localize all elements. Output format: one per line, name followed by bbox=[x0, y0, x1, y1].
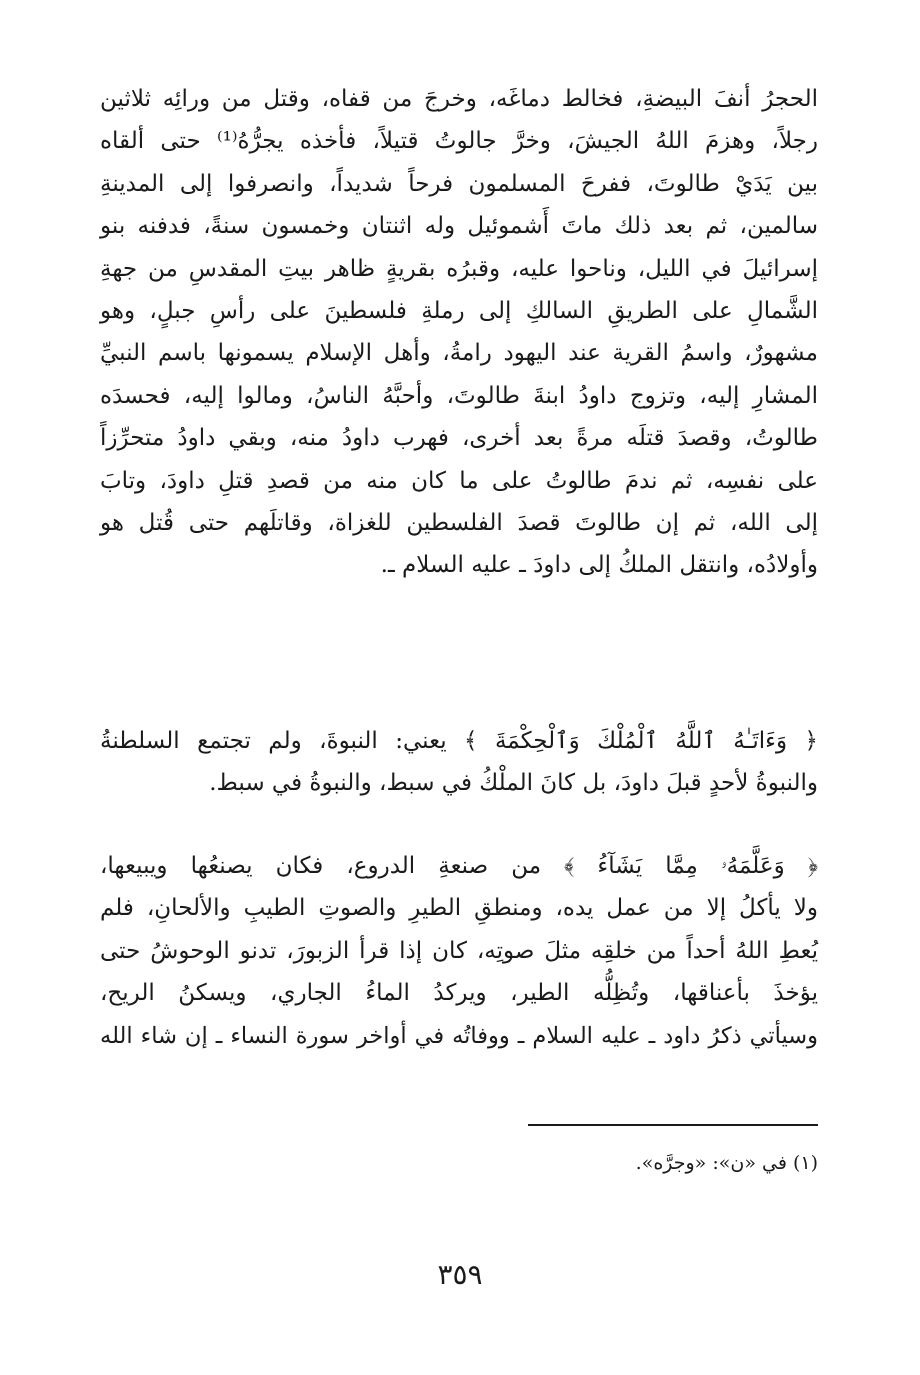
text-line: سالمين، ثم بعد ذلك ماتَ أَشموئيل وله اثنتان وخمسون سنةً، فدفنه بنو bbox=[100, 213, 818, 240]
text-line: وسيأتي ذكرُ داود ـ عليه السلام ـ ووفاتُه في أواخر سورة النساء ـ إن شاء الله bbox=[100, 1022, 818, 1049]
paragraph-2 bbox=[100, 720, 818, 805]
footnote-divider bbox=[528, 1124, 818, 1126]
text-line: يؤخذَ بأعناقها، وتُظِلُّه الطير، ويركدُ الماءُ الجاري، ويسكنُ الريح، bbox=[100, 980, 818, 1007]
paragraph-3 bbox=[100, 845, 818, 1057]
text-line: ﴿ وَءَاتَـٰهُ ٱللَّهُ ٱلْمُلْكَ وَٱلْحِكْمَةَ ﴾ يعني: النبوةَ، ولم تجتمع السلطنةُ bbox=[100, 728, 818, 754]
text-line: والنبوةُ لأحدٍ قبلَ داودَ، بل كانَ الملْكُ في سبط، والنبوةُ في سبط. bbox=[209, 770, 818, 797]
text-line: ﴿ وَعَلَّمَهُۥ مِمَّا يَشَآءُ ﴾ من صنعةِ الدروع، فكان يصنعُها ويبيعها، bbox=[100, 853, 818, 879]
text-line: على نفسِه، ثم ندمَ طالوتُ على ما كان منه من قصدِ قتلِ داودَ، وتابَ bbox=[100, 467, 818, 494]
text-line: رجلاً، وهزمَ اللهُ الجيشَ، وخرَّ جالوتُ قتيلاً، فأخذه يجرُّهُ⁽¹⁾ حتى ألقاه bbox=[100, 128, 818, 155]
text-line: طالوتُ، وقصدَ قتلَه مرةً بعد أخرى، فهرب داودُ منه، وبقي داودُ متحرِّزاً bbox=[100, 425, 818, 452]
text-line: الحجرُ أنفَ البيضةِ، فخالط دماغَه، وخرجَ من قفاه، وقتل من ورائِه ثلاثين bbox=[100, 86, 818, 112]
text-line: إسرائيلَ في الليل، وناحوا عليه، وقبرُه بقريةٍ ظاهر بيتِ المقدسِ من جهةِ bbox=[100, 255, 818, 282]
text-line: وأولادُه، وانتقل الملكُ إلى داودَ ـ عليه السلام ـ. bbox=[380, 552, 818, 579]
text-line: يُعطِ اللهُ أحداً من خلقِه مثلَ صوتِه، كان إذا قرأ الزبورَ، تدنو الوحوشُ حتى bbox=[100, 937, 818, 964]
paragraph-1 bbox=[100, 78, 818, 587]
page-number: ٣٥٩ bbox=[437, 1258, 483, 1291]
text-line: المشارِ إليه، وتزوج داودُ ابنةَ طالوتَ، وأحبَّهُ الناسُ، ومالوا إليه، فحسدَه bbox=[100, 382, 818, 409]
footnote: (١) في «ن»: «وجرَّه». bbox=[635, 1152, 818, 1174]
text-line: الشَّمالِ على الطريقِ السالكِ إلى رملةِ فلسطينَ على رأسِ جبلٍ، وهو bbox=[100, 297, 818, 324]
text-line: ولا يأكلُ إلا من عمل يده، ومنطقِ الطيرِ والصوتِ الطيبِ والألحانِ، فلم bbox=[100, 895, 818, 922]
text-line: إلى الله، ثم إن طالوتَ قصدَ الفلسطين للغزاة، وقاتلَهم حتى قُتل هو bbox=[100, 509, 818, 536]
text-line: مشهورٌ، واسمُ القرية عند اليهود رامةُ، وأهل الإسلام يسمونها باسم النبيِّ bbox=[100, 340, 818, 367]
text-line: بين يَدَيْ طالوتَ، ففرحَ المسلمون فرحاً شديداً، وانصرفوا إلى المدينةِ bbox=[100, 170, 818, 197]
